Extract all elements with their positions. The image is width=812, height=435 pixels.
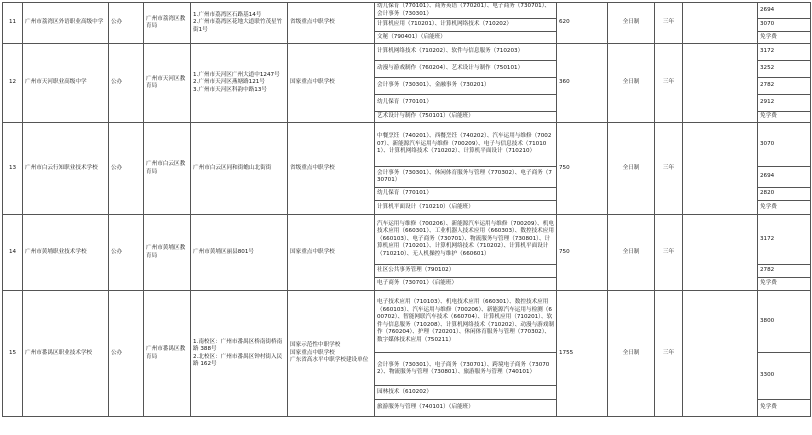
tuition-fee: 2782: [758, 265, 811, 278]
major-list: 园林技术（610202）: [375, 386, 557, 400]
major-list: 会计事务（730301）、电子商务（730701）、跨境电子商务（730702）、物流服务与管理（730801）、旅游服务与管理（740101）: [375, 353, 557, 386]
major-list: 会计事务（730301）、金融事务（730201）: [375, 78, 557, 95]
text-line: 2.广州市天河区燕塘路121号: [193, 79, 265, 86]
study-years: 三年: [655, 44, 683, 123]
school-address: [191, 3, 288, 44]
text-line: 省级重点中职学校: [290, 164, 335, 171]
admission-table: [2, 2, 811, 417]
major-list: 幼儿保育（770101）: [375, 188, 557, 201]
school-nature: 公办: [109, 215, 144, 291]
school-department: 广州市天河区教育局: [144, 44, 191, 123]
tuition-fee: 3070: [758, 19, 811, 32]
tuition-fee: 3800: [758, 291, 811, 353]
school-address: [191, 123, 288, 215]
major-list: 社区公共事务管理（790102）: [375, 265, 557, 278]
school-level: [288, 291, 375, 417]
school-level: [288, 215, 375, 291]
tuition-fee: 3070: [758, 123, 811, 167]
school-address: [191, 215, 288, 291]
school-address: [191, 44, 288, 123]
school-level: [288, 123, 375, 215]
study-mode: 全日制: [608, 44, 655, 123]
tuition-fee: 3300: [758, 353, 811, 400]
text-line: 国家示范性中职学校: [290, 342, 341, 349]
enrollment-plan: 620: [557, 3, 608, 44]
school-department: 广州市黄埔区教育局: [144, 215, 191, 291]
text-line: 1.广州市天河区广州大道中1247号: [193, 71, 280, 78]
admission-table-sheet: [2, 2, 810, 433]
major-list: 会计事务（730301）、休闲体育服务与管理（770302）、电子商务（730701）: [375, 167, 557, 188]
tuition-fee: 免学费: [758, 112, 811, 123]
school-nature: 公办: [109, 44, 144, 123]
enrollment-plan: 750: [557, 123, 608, 215]
text-line: 2.广州市荔湾区花地大道联竹茂星竹街1号: [193, 19, 283, 33]
study-years: 三年: [655, 291, 683, 417]
text-line: 1.广州市荔湾区石路基14号: [193, 11, 262, 18]
text-line: 3.广州市天河区科韵中路13号: [193, 86, 267, 93]
tuition-fee: 免学费: [758, 278, 811, 291]
major-list: 电子技术应用（710103）、机电技术应用（660301）、数控技术应用（660103）、汽车运用与维修（700206）、新能源汽车运用与检测（600702）、智能网联汽车技术（660704）、计算机应用（710201）、软件与信息服务（710208）、计算机网络技术（710202）、动漫与游戏制作（760204）、护理（720201）、休闲体育服务与管理（770302）、数字媒体技术应用（750211）: [375, 291, 557, 353]
enrollment-plan: 360: [557, 44, 608, 123]
major-list: 艺术设计与制作（750101）（启能班）: [375, 112, 557, 123]
study-mode: 全日制: [608, 291, 655, 417]
tuition-fee: 2782: [758, 78, 811, 95]
major-list: 幼儿保育（770101）: [375, 95, 557, 112]
table-row: [3, 3, 811, 19]
text-line: 广州市黄埔区丽县801号: [193, 248, 255, 255]
text-line: 省级重点中职学校: [290, 19, 335, 26]
school-name: 广州市番禺区职业技术学校: [23, 291, 109, 417]
row-number: 13: [3, 123, 23, 215]
tuition-fee: 2694: [758, 3, 811, 19]
tuition-fee: 2912: [758, 95, 811, 112]
study-years: 三年: [655, 3, 683, 44]
text-line: 2.北校区：广州市番禺区钟村街入民路 162号: [193, 353, 283, 368]
row-number: 11: [3, 3, 23, 44]
tuition-fee: 免学费: [758, 32, 811, 44]
major-list: 汽车运用与维修（700206）、新能源汽车运用与维修（700209）、机电技术应用（660301）、工业机器人技术应用（660303）、数控技术应用（660103）、电子商务（730701）、物流服务与管理（730801）、计算机应用（710201）、计算机网络技术（710202）、计算机平面设计（710210）、无人机操控与维护（660601）: [375, 215, 557, 265]
major-list: 计算机网络技术（710202）、软件与信息服务（710203）: [375, 44, 557, 61]
tuition-fee: 3172: [758, 44, 811, 61]
text-line: 国家重点中职学校: [290, 79, 335, 86]
text-line: 1.南校区：广州市番禺区桥南街桥南路 388号: [193, 338, 283, 353]
tuition-fee: 2820: [758, 188, 811, 201]
school-address: [191, 291, 288, 417]
school-department: 广州市白云区教育局: [144, 123, 191, 215]
major-list: 计算机应用（710201）、计算机网络技术（710202）: [375, 19, 557, 32]
study-years: 三年: [655, 215, 683, 291]
school-nature: 公办: [109, 3, 144, 44]
major-list: 幼儿保育（770101）、商务英语（770201）、电子商务（730701）、会计事务（730301）: [375, 3, 557, 19]
enrollment-plan: 1755: [557, 291, 608, 417]
row-number: 15: [3, 291, 23, 417]
enrollment-plan: 750: [557, 215, 608, 291]
school-name: 广州市荔湾区外语职业高级中学: [23, 3, 109, 44]
study-mode: 全日制: [608, 215, 655, 291]
table-row: [3, 44, 811, 61]
text-line: 广州市白云区同和街蟾山北街街: [193, 164, 272, 171]
school-level: [288, 44, 375, 123]
major-list: 计算机平面设计（710210）（启能班）: [375, 201, 557, 215]
table-row: [3, 291, 811, 353]
table-row: [3, 123, 811, 167]
school-department: 广州市番禺区教育局: [144, 291, 191, 417]
tuition-fee: 免学费: [758, 201, 811, 215]
major-list: 动漫与游戏制作（760204）、艺术设计与制作（750101）: [375, 61, 557, 78]
school-nature: 公办: [109, 123, 144, 215]
study-mode: 全日制: [608, 3, 655, 44]
row-number: 14: [3, 215, 23, 291]
school-name: 广州市黄埔职业技术学校: [23, 215, 109, 291]
major-list: 旅游服务与管理（740101）（启能班）: [375, 400, 557, 417]
tuition-fee: 2694: [758, 167, 811, 188]
major-list: 电子商务（730701）（启能班）: [375, 278, 557, 291]
school-name: 广州市白云行知职业技术学校: [23, 123, 109, 215]
school-department: 广州市荔湾区教育局: [144, 3, 191, 44]
major-list: 文秘（790401）（启能班）: [375, 32, 557, 44]
study-mode: 全日制: [608, 123, 655, 215]
tuition-fee: 3172: [758, 215, 811, 265]
text-line: 国家重点中职学校: [290, 349, 335, 356]
study-years: 三年: [655, 123, 683, 215]
school-level: [288, 3, 375, 44]
tuition-fee: 3252: [758, 61, 811, 78]
text-line: 国家重点中职学校: [290, 248, 335, 255]
row-number: 12: [3, 44, 23, 123]
tuition-fee: 免学费: [758, 400, 811, 417]
school-name: 广州市天河职业高级中学: [23, 44, 109, 123]
table-row: [3, 215, 811, 265]
major-list: 中餐烹饪（740201）、西餐烹饪（740202）、汽车运用与维修（700207）、新能源汽车运用与维修（700209）、电子与信息技术（710101）、计算机网络技术（710202）、计算机平面设计（710210）: [375, 123, 557, 167]
text-line: 广东省高水平中职学校建设单位: [290, 357, 369, 364]
school-nature: 公办: [109, 291, 144, 417]
